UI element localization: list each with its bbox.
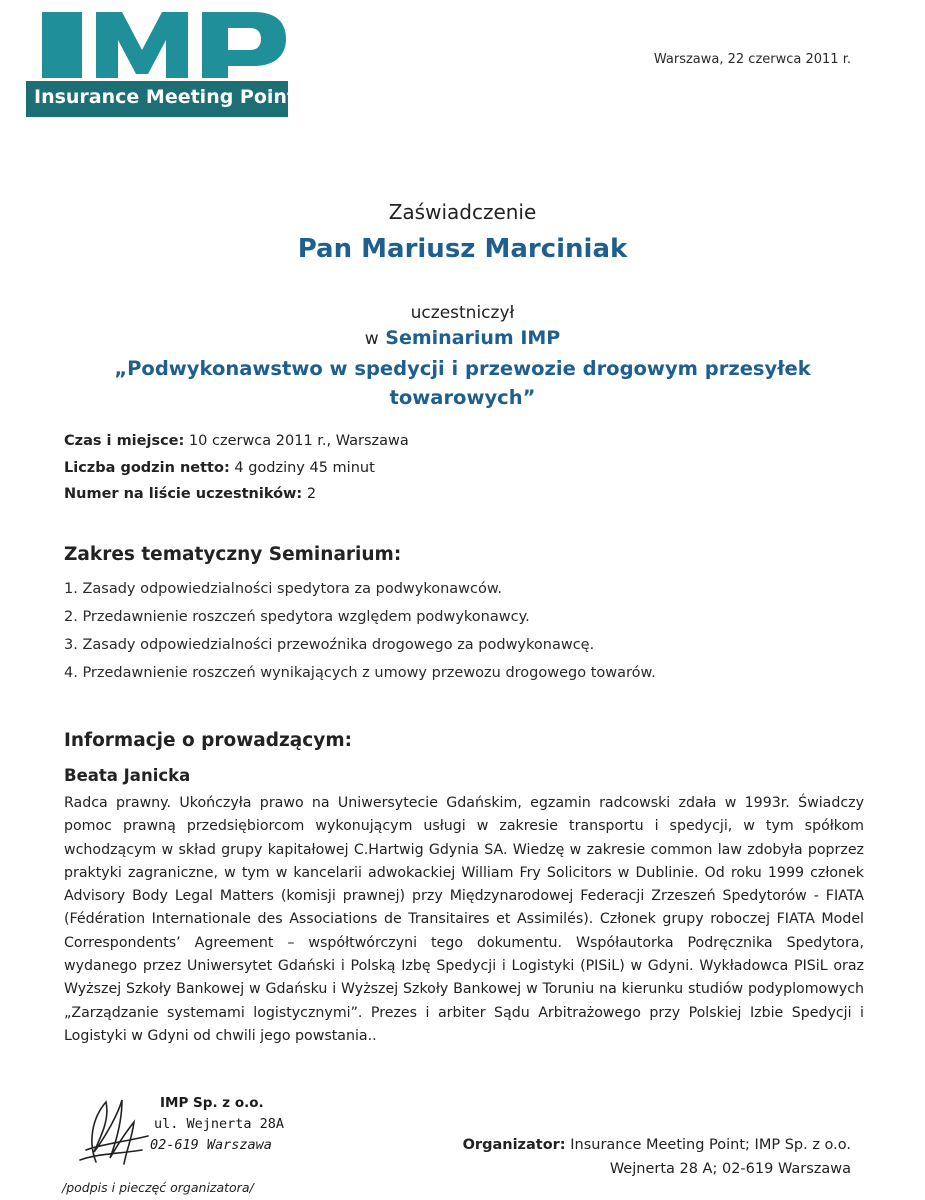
seminar-prefix: w [364,329,379,349]
time-place-value: 10 czerwca 2011 r., Warszawa [188,433,409,449]
document-date: Warszawa, 22 czerwca 2011 r. [653,52,851,67]
stamp-street: ul. Wejnerta 28A [154,1116,285,1132]
hours-label: Liczba godzin netto: [64,460,230,476]
organizer-address: Wejnerta 28 A; 02-619 Warszawa [609,1161,851,1177]
hours-row [64,460,375,476]
scope-list [64,575,656,687]
hours-value: 4 godziny 45 minut [234,460,375,476]
participant-number-label: Numer na liście uczestników: [64,486,303,502]
certificate-title: Zaświadczenie [388,200,537,224]
time-place-label: Czas i miejsce: [64,433,185,449]
logo-tagline: Insurance Meeting Point [34,86,297,108]
stamp-company: IMP Sp. z o.o. [160,1095,264,1111]
time-place-row [64,433,409,449]
list-item: 3. Zasady odpowiedzialności przewoźnika drogowego za podwykonawcę. [64,637,595,653]
list-item: 1. Zasady odpowiedzialności spedytora za podwykonawców. [64,581,503,597]
organizer-line [463,1133,851,1157]
imp-logo [26,12,297,108]
imp-letters-logo [42,12,286,78]
scope-heading: Zakres tematyczny Seminarium: [64,544,402,565]
signature-caption: /podpis i pieczęć organizatora/ [62,1180,254,1195]
seminar-topic-line1: „Podwykonawstwo w spedycji i przewozie drogowym przesyłek [114,357,811,380]
participated-text: uczestniczył [410,303,515,323]
list-item: 2. Przedawnienie roszczeń spedytora względem podwykonawcy. [64,609,530,625]
stamp-city: 02-619 Warszawa [150,1137,272,1153]
lecturer-name: Beata Janicka [64,766,191,785]
organizer-value: Insurance Meeting Point; IMP Sp. z o.o. [570,1137,851,1153]
recipient-name: Pan Mariusz Marciniak [297,234,628,264]
organizer-stamp [130,1093,284,1156]
seminar-line [0,327,925,349]
lecturer-heading: Informacje o prowadzącym: [64,730,352,751]
organizer-block [463,1133,851,1181]
lecturer-bio: Radca prawny. Ukończyła prawo na Uniwersytecie Gdańskim, egzamin radcowski zdała w 1993r. Świadczy pomoc prawną przedsiębiorcom wykonującym usługi w zakresie transportu i spedycji, w tym spółkom wchodzącym w skład grupy kapitałowej C.Hartwig Gdynia SA. Wiedzę w zakresie common law zdobyła poprzez praktyki zagraniczne, w tym w kancelarii adwokackiej William Fry Solicitors w Dublinie. Od roku 1999 członek Advisory Body Legal Matters (komisji prawnej) przy Międzynarodowej Federacji Zrzeszeń Spedytorów - FIATA (Fédération Internationale des Associations de Transitaires et Assimilés). Członek grupy roboczej FIATA Model Correspondents’ Agreement – współtwórczyni tego dokumentu. Współautorka Podręcznika Spedytora, wydanego przez Uniwersytet Gdański i Polską Izbę Spedycji i Logistyki (PISiL) w Gdyni. Wykładowca PISiL oraz Wyższej Szkoły Bankowej w Gdańsku i Wyższej Szkoły Bankowej w Toruniu na kierunku studiów podyplomowych „Zarządzanie systemami logistycznymi”. Prezes i arbiter Sądu Arbitrażowego przy Polskiej Izbie Spedycji i Logistyki w Gdyni od chwili jego powstania.. [64,795,864,1044]
participant-number-value: 2 [306,486,317,502]
seminar-topic-line2: towarowych” [389,386,536,409]
participant-number-row [64,486,316,502]
organizer-label: Organizator: [462,1137,566,1153]
list-item: 4. Przedawnienie roszczeń wynikających z umowy przewozu drogowego towarów. [64,665,656,681]
logo-tagline-bar [26,81,297,117]
seminar-name: Seminarium IMP [385,327,561,349]
